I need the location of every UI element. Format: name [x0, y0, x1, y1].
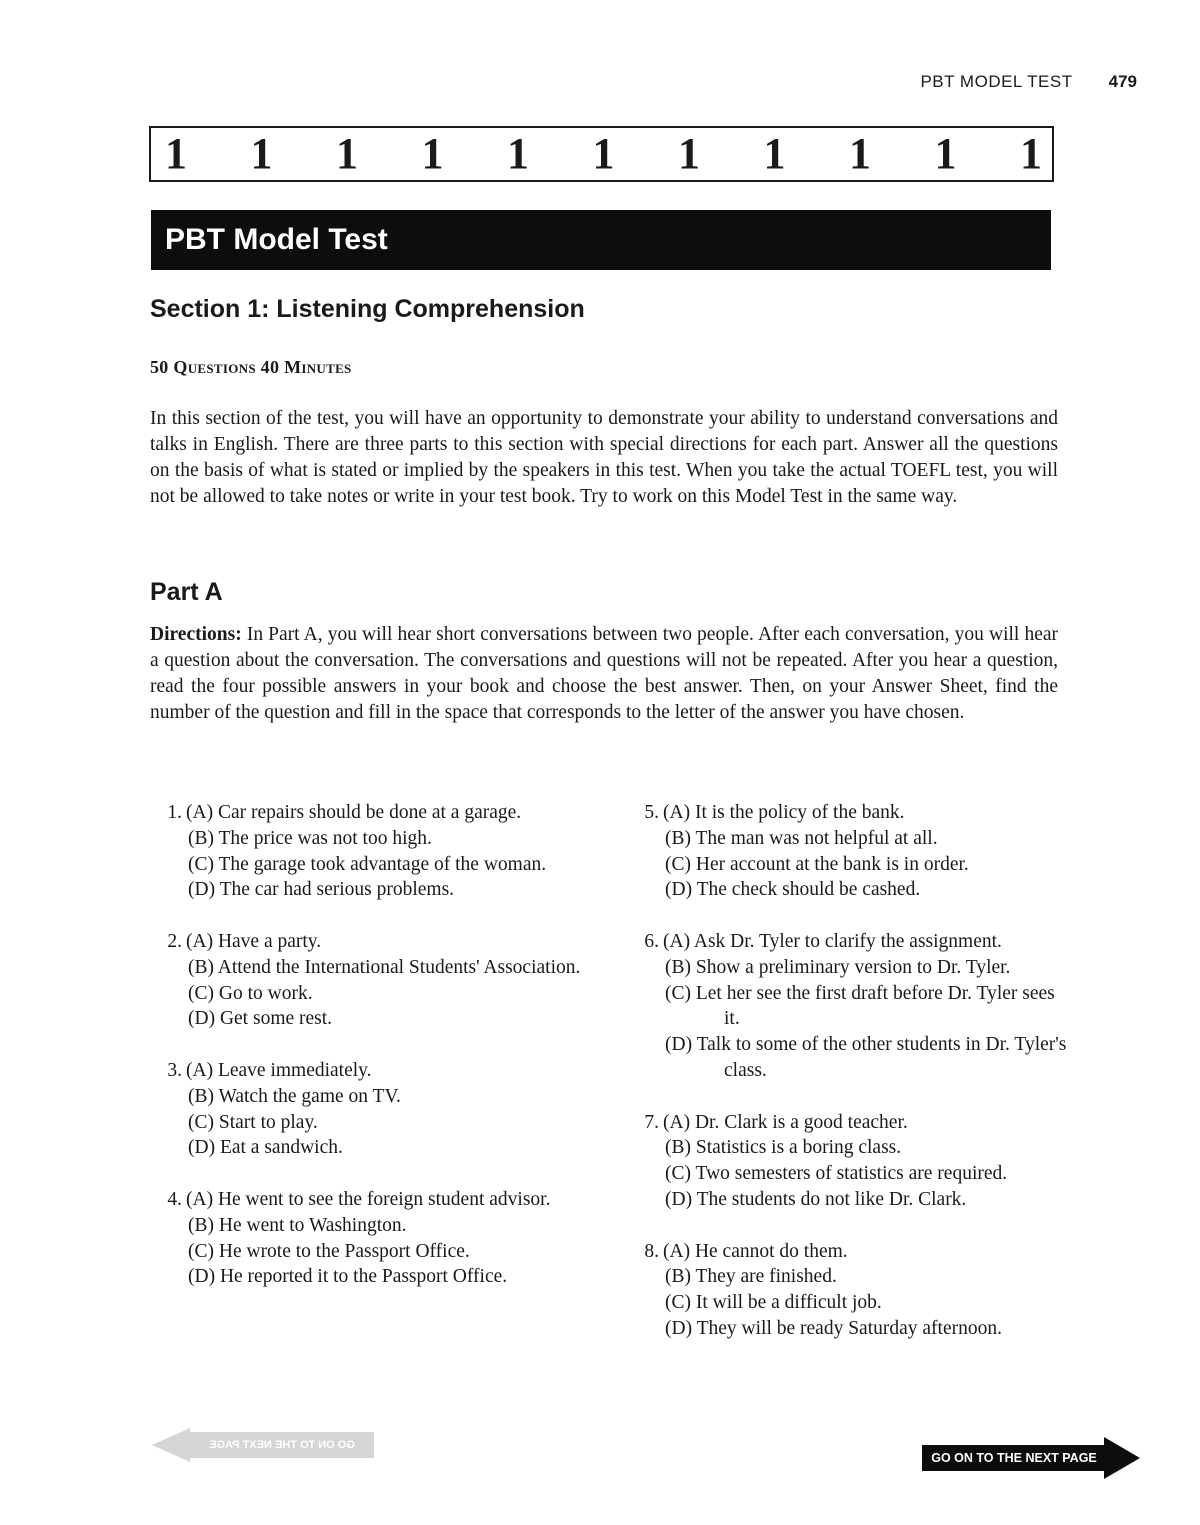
intro-paragraph: In this section of the test, you will have an opportunity to demonstrate your ability to understand conversations and talks in English. There are three parts to this section with special directions for each part. Answer all the questions on the basis of what is stated or implied by the speakers in this test. When you take the actual TOEFL test, you will not be allowed to take notes or write in your test book. Try to work on this Model Test in the same way.: [150, 408, 1058, 507]
section-digit: 1: [250, 129, 273, 178]
directions-label: Directions:: [150, 624, 242, 645]
section-digit: 1: [678, 129, 700, 178]
question-item: [150, 800, 590, 903]
previous-page-label: GO ON TO THE NEXT PAGE: [190, 1432, 374, 1458]
section-digit: 1: [592, 129, 615, 178]
answer-option: (C) Her account at the bank is in order.: [665, 853, 969, 875]
test-title: PBT Model Test: [165, 223, 388, 256]
part-title: Part A: [150, 578, 223, 606]
answer-option: (C) Let her see the first draft before Dr. Tyler sees it.: [665, 982, 1055, 1030]
section-digit: 1: [763, 129, 786, 178]
question-item: [627, 929, 1067, 1084]
answer-option: (D) Talk to some of the other students in Dr. Tyler's class.: [665, 1034, 1067, 1081]
section-number-tab: [149, 126, 1054, 182]
right-arrow-icon: [1104, 1437, 1140, 1479]
left-arrow-icon: [152, 1428, 190, 1462]
question-item: [150, 1058, 590, 1161]
answer-option: (D) Get some rest.: [188, 1008, 333, 1030]
running-head: [0, 72, 1137, 92]
question-number: 3.: [167, 1059, 182, 1081]
answer-option: (C) He wrote to the Passport Office.: [188, 1240, 470, 1262]
section-digit: 1: [421, 129, 444, 178]
answer-option: (A) Leave immediately.: [186, 1059, 372, 1081]
answer-option: (B) They are finished.: [665, 1266, 837, 1288]
answer-option: (C) It will be a difficult job.: [665, 1292, 882, 1314]
answer-option: (D) They will be ready Saturday afternoon.: [665, 1317, 1002, 1339]
question-item: [150, 1187, 590, 1290]
answer-option: (D) The check should be cashed.: [665, 879, 921, 901]
answer-option: (B) The price was not too high.: [188, 827, 432, 849]
answer-option: (C) Go to work.: [188, 982, 313, 1004]
answer-option: (A) Ask Dr. Tyler to clarify the assignment.: [663, 930, 1002, 952]
answer-option: (C) The garage took advantage of the woman.: [188, 853, 547, 875]
answer-option: (A) Dr. Clark is a good teacher.: [663, 1111, 908, 1133]
next-page-label: GO ON TO THE NEXT PAGE: [922, 1445, 1106, 1471]
section-digit: 1: [336, 129, 358, 178]
question-item: [150, 929, 590, 1032]
answer-option: (B) The man was not helpful at all.: [665, 827, 938, 849]
answer-option: (C) Start to play.: [188, 1111, 318, 1133]
answer-option: (C) Two semesters of statistics are required.: [665, 1163, 1008, 1185]
question-number: 2.: [167, 930, 182, 952]
answer-option: (A) Have a party.: [186, 930, 322, 952]
section-title: Section 1: Listening Comprehension: [150, 295, 585, 323]
answer-option: (B) Attend the International Students' Association.: [188, 956, 581, 978]
answer-option: (A) Car repairs should be done at a garage.: [186, 802, 522, 823]
question-item: [627, 1239, 1067, 1342]
answer-option: (D) Eat a sandwich.: [188, 1137, 343, 1159]
answer-option: (B) Watch the game on TV.: [188, 1085, 401, 1107]
test-title-banner: [151, 210, 1051, 270]
answer-option: (B) He went to Washington.: [188, 1214, 407, 1236]
question-number: 6.: [644, 930, 659, 952]
time-limit: 40 Minutes: [260, 357, 352, 377]
answer-option: (A) He cannot do them.: [663, 1240, 848, 1262]
answer-option: (D) The students do not like Dr. Clark.: [665, 1188, 967, 1210]
running-head-title: PBT MODEL TEST: [920, 72, 1073, 91]
question-count: 50 Questions: [150, 357, 256, 377]
questions-left-column: [150, 800, 590, 1316]
question-number: 7.: [644, 1111, 659, 1133]
question-number: 1.: [167, 802, 182, 823]
directions-text: In Part A, you will hear short conversations between two people. After each conversation, you will hear a question about the conversation. The conversations and questions will not be repeated. After you hear a question, read the four possible answers in your book and choose the best answer. Then, on your Answer Sheet, find the number of the question and fill in the space that corresponds to the letter of the answer you have chosen.: [150, 624, 1059, 723]
section-digit: 1: [934, 129, 957, 178]
question-number: 8.: [644, 1240, 659, 1262]
answer-option: (D) He reported it to the Passport Office.: [188, 1266, 508, 1288]
page-number: 479: [1108, 72, 1137, 91]
answer-option: (D) The car had serious problems.: [188, 879, 455, 901]
section-digit: 1: [849, 129, 871, 178]
directions-paragraph: [150, 622, 1058, 726]
section-meta: [150, 357, 352, 378]
question-item: [627, 800, 1067, 903]
answer-option: (A) It is the policy of the bank.: [663, 802, 905, 823]
answer-option: (B) Show a preliminary version to Dr. Tyler.: [665, 956, 1011, 978]
questions-right-column: [627, 800, 1067, 1368]
section-digit: 1: [507, 129, 529, 178]
section-digit: 1: [165, 129, 187, 178]
question-number: 5.: [644, 802, 659, 823]
section-digit: 1: [1020, 129, 1042, 178]
answer-option: (A) He went to see the foreign student advisor.: [186, 1188, 551, 1210]
question-number: 4.: [167, 1188, 182, 1210]
answer-option: (B) Statistics is a boring class.: [665, 1137, 902, 1159]
next-page-arrow: [922, 1437, 1140, 1479]
previous-page-arrow: [152, 1428, 374, 1462]
question-item: [627, 1110, 1067, 1213]
